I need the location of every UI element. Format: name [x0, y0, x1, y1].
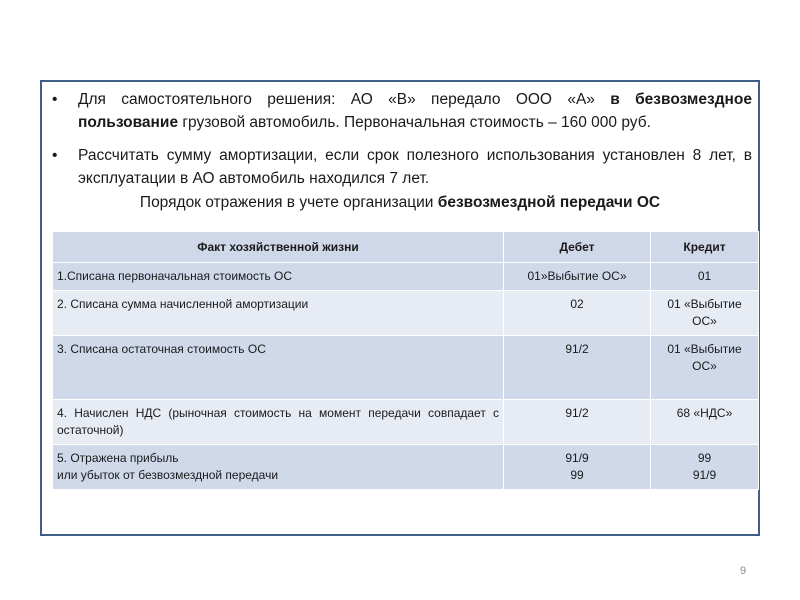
page-number: 9 [740, 565, 747, 577]
bullet-calc-request [42, 144, 758, 190]
cell-debit [504, 445, 651, 490]
cell-credit-line: 99 [697, 451, 712, 465]
cell-credit [651, 336, 759, 400]
bullet-task-bold: в безвозмездное пользование [78, 91, 752, 131]
cell-credit-line: 91/9 [692, 468, 717, 482]
table-row [53, 291, 759, 336]
cell-fact: 3. Списана остаточная стоимость ОС [53, 336, 504, 400]
table-row [53, 400, 759, 445]
cell-credit-line: ОС» [692, 359, 717, 373]
header-credit: Кредит [651, 232, 759, 263]
cell-fact-line: 5. Отражена прибыль [57, 451, 179, 465]
header-debit: Дебет [504, 232, 651, 263]
cell-fact-line: или убыток от безвозмездной передачи [57, 468, 279, 482]
bullet-calc-text: Рассчитать сумму амортизации, если срок полезного использования установлен 8 лет, в эксплуатации в АО автомобиль находился 7 лет. [78, 147, 752, 187]
cell-debit: 01»Выбытие ОС» [504, 263, 651, 291]
table-heading-bold: безвозмездной передачи ОС [437, 194, 661, 211]
cell-credit [651, 445, 759, 490]
task-bullets [42, 88, 758, 200]
cell-credit [651, 291, 759, 336]
table-heading-text: Порядок отражения в учете организации [139, 194, 438, 211]
table-header-row [53, 232, 759, 263]
cell-fact: 1.Списана первоначальная стоимость ОС [53, 263, 504, 291]
header-fact: Факт хозяйственной жизни [53, 232, 504, 263]
bullet-dot: • [52, 147, 58, 164]
accounting-entries-table [52, 231, 759, 490]
cell-fact [53, 445, 504, 490]
cell-debit: 91/2 [504, 400, 651, 445]
bullet-task-statement [42, 88, 758, 134]
table-row [53, 445, 759, 490]
table-heading [42, 192, 758, 214]
cell-credit: 68 «НДС» [651, 400, 759, 445]
cell-fact: 2. Списана сумма начисленной амортизации [53, 291, 504, 336]
cell-credit-line: 01 «Выбытие [667, 297, 742, 311]
bullet-task-text: Для самостоятельного решения: АО «В» передало ООО «А» [78, 91, 611, 108]
cell-credit: 01 [651, 263, 759, 291]
cell-credit-line: ОС» [692, 314, 717, 328]
bullet-task-suffix: грузовой автомобиль. Первоначальная стоимость – 160 000 руб. [178, 114, 651, 131]
table-row [53, 336, 759, 400]
cell-debit-line: 91/9 [565, 451, 589, 465]
cell-debit: 91/2 [504, 336, 651, 400]
bullet-dot: • [52, 91, 58, 108]
cell-debit-line: 99 [570, 468, 584, 482]
cell-fact: 4. Начислен НДС (рыночная стоимость на момент передачи совпадает с остаточной) [53, 400, 504, 445]
cell-credit-line: 01 «Выбытие [667, 342, 742, 356]
slide-content-frame [40, 80, 760, 536]
cell-debit: 02 [504, 291, 651, 336]
table-row [53, 263, 759, 291]
